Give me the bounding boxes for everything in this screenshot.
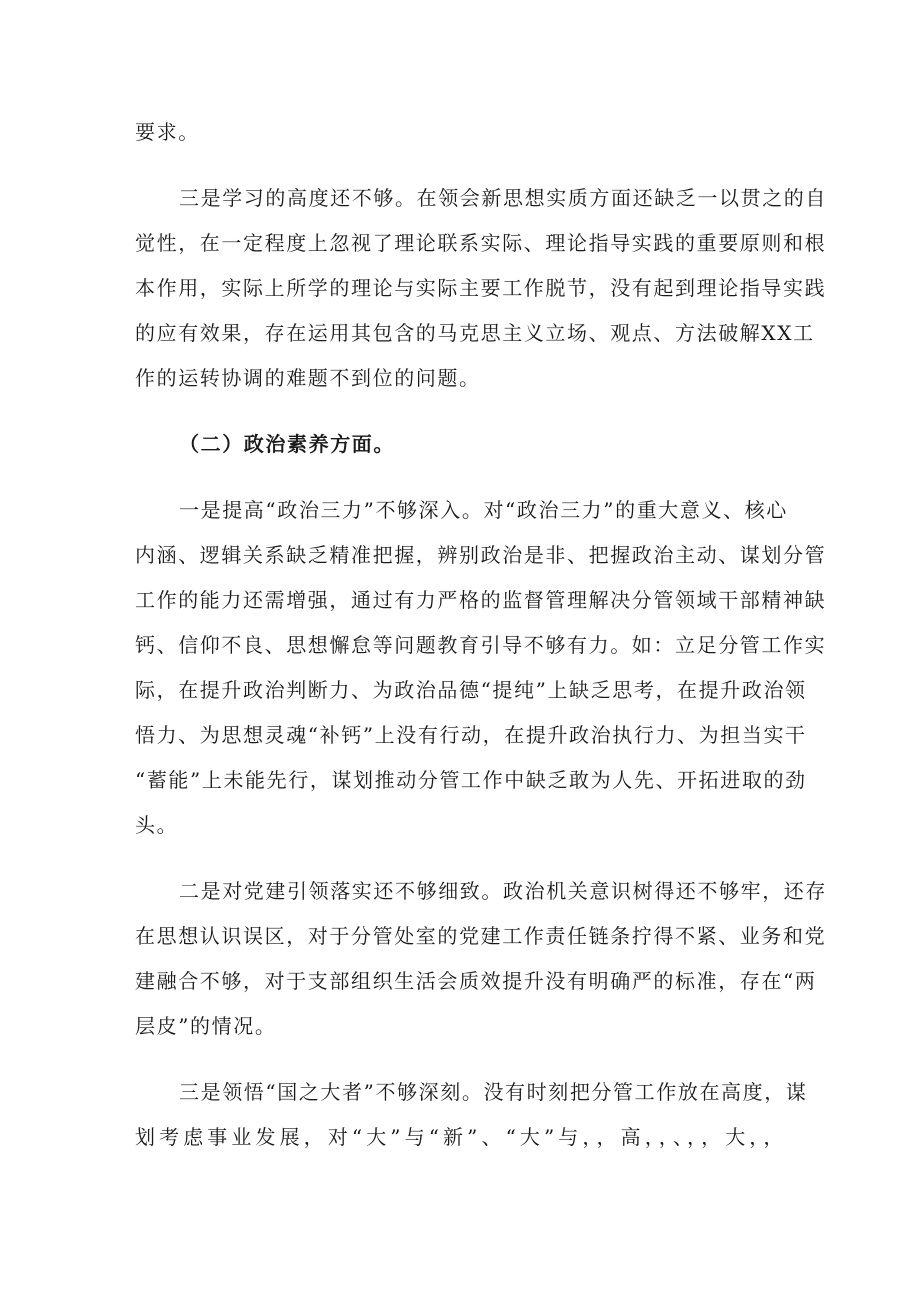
paragraph-5-line-4: 层皮”的情况。	[135, 1014, 277, 1038]
paragraph-5-line-3: 建融合不够，对于支部组织生活会质效提升没有明确严的标准，存在“两	[135, 969, 817, 993]
paragraph-3-line-1: 三是学习的高度还不够。在领会新思想实质方面还缺乏一以贯之的自	[179, 186, 827, 210]
paragraph-4-line-6: 悟力、为思想灵魂“补钙”上没有行动，在提升政治执行力、为担当实干	[135, 723, 807, 747]
paragraph-5-line-2: 在思想认识误区，对于分管处室的党建工作责任链条拧得不紧、业务和党	[135, 924, 827, 948]
paragraph-tail-line: 要求。	[135, 120, 200, 144]
paragraph-4-line-8: 头。	[135, 813, 179, 837]
section-heading: （二）政治素养方面。	[179, 432, 395, 456]
paragraph-4-line-1: 一是提高“政治三力”不够深入。对“政治三力”的重大意义、核心	[179, 498, 788, 522]
paragraph-3-line-2: 觉性，在一定程度上忽视了理论联系实际、理论指导实践的重要原则和根	[135, 231, 827, 255]
paragraph-5-line-1: 二是对党建引领落实还不够细致。政治机关意识树得还不够牢，还存	[179, 879, 827, 903]
paragraph-4-line-4: 钙、信仰不良、思想懈怠等问题教育引导不够有力。如：立足分管工作实	[135, 633, 827, 657]
paragraph-4-line-7: “蓄能”上未能先行，谋划推动分管工作中缺乏敢为人先、开拓进取的劲	[135, 768, 807, 792]
paragraph-3-line-5: 作的运转协调的难题不到位的问题。	[135, 366, 481, 390]
paragraph-3-line-4: 的应有效果，存在运用其包含的马克思主义立场、观点、方法破解XX工	[135, 321, 815, 345]
paragraph-4-line-5: 际，在提升政治判断力、为政治品德“提纯”上缺乏思考，在提升政治领	[135, 678, 807, 702]
paragraph-6-line-1: 三是领悟“国之大者”不够深刻。没有时刻把分管工作放在高度，谋	[179, 1080, 808, 1104]
paragraph-4-line-2: 内涵、逻辑关系缺乏精准把握，辨别政治是非、把握政治主动、谋划分管	[135, 543, 827, 567]
paragraph-4-line-3: 工作的能力还需增强，通过有力严格的监督管理解决分管领域干部精神缺	[135, 588, 827, 612]
paragraph-3-line-3: 本作用，实际上所学的理论与实际主要工作脱节，没有起到理论指导实践	[135, 276, 827, 300]
paragraph-6-line-2: 划考虑事业发展，对“大”与“新”、“大”与，，高，，、，，大，，	[135, 1125, 785, 1149]
